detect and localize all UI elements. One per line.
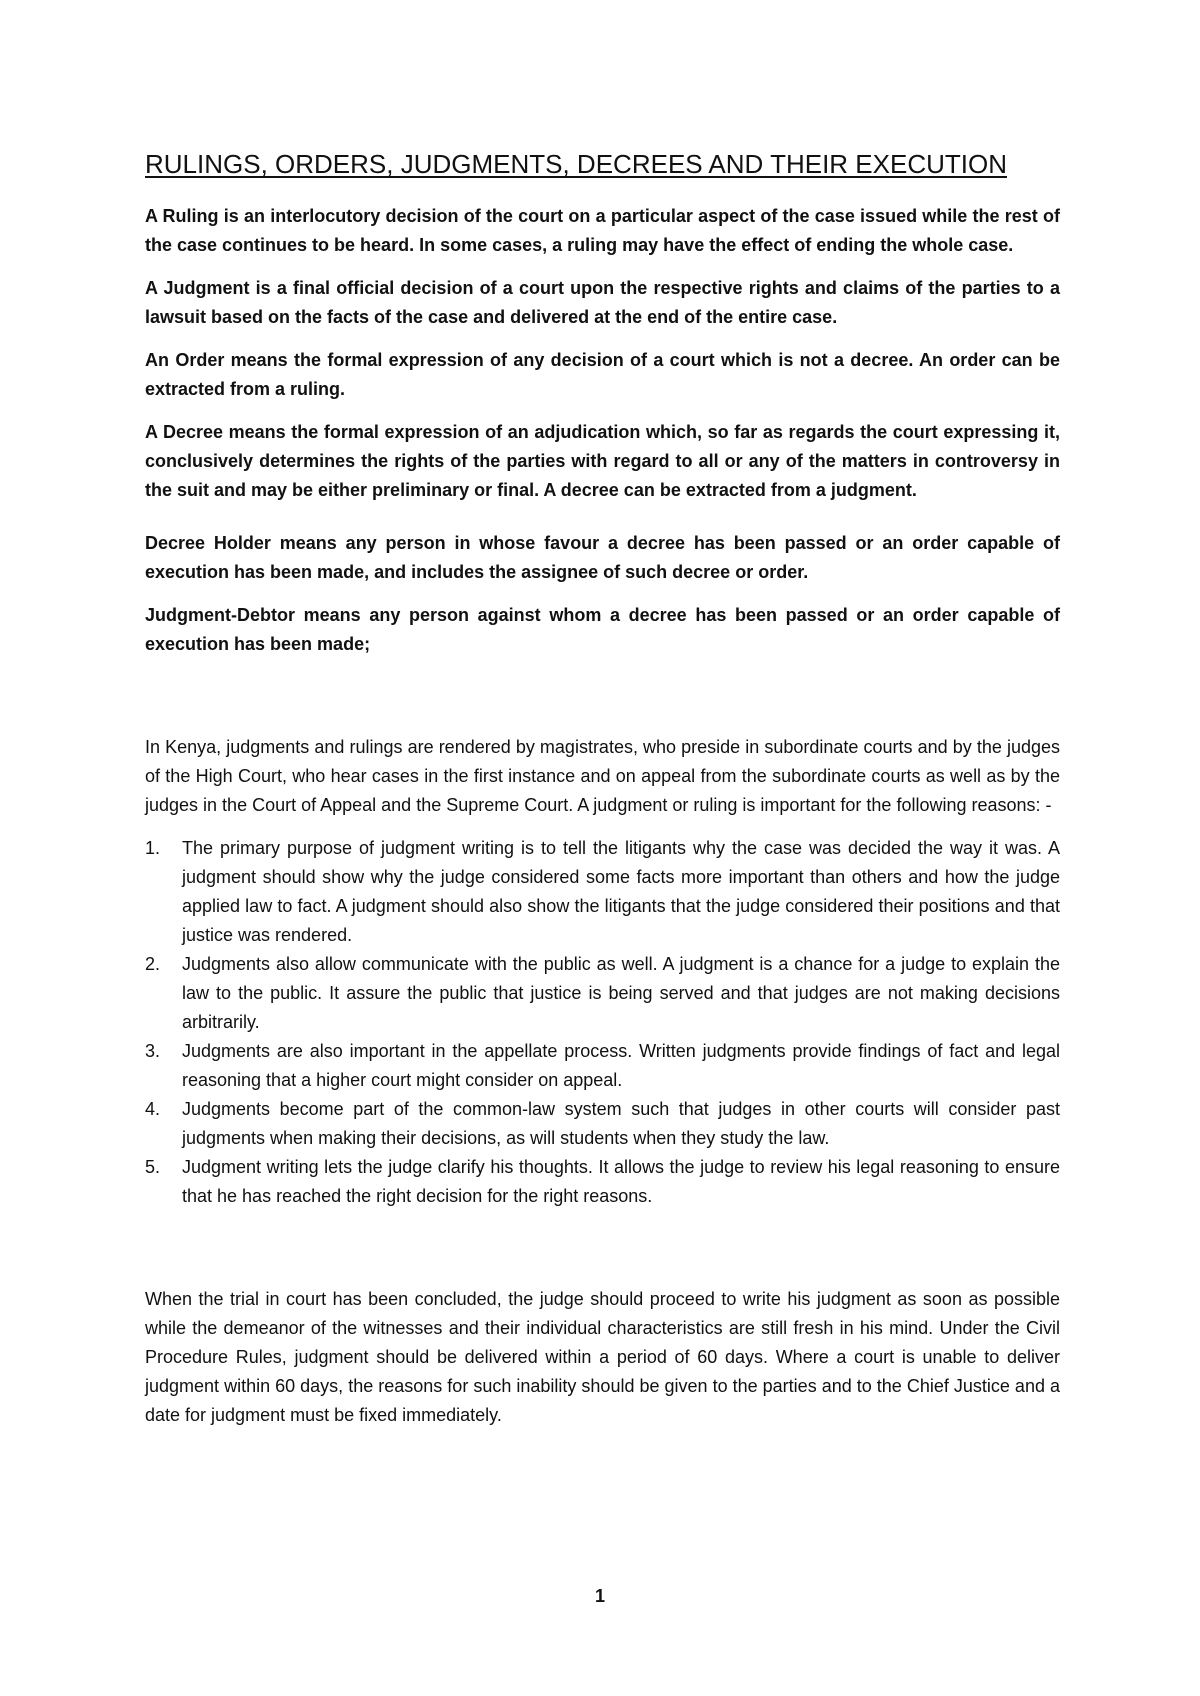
list-item [145,1095,1060,1153]
list-item [145,834,1060,950]
page-content [145,148,1060,1444]
list-item-text: Judgments become part of the common-law system such that judges in other courts will consider past judgments when making their decisions, as will students when they study the law. [182,1099,1060,1148]
reasons-list [145,834,1060,1211]
definition-decree: A Decree means the formal expression of an adjudication which, so far as regards the court expressing it, conclusively determines the rights of the parties with regard to all or any of the matters in controversy in the suit and may be either preliminary or final. A decree can be extracted from a judgment. [145,422,1060,500]
list-item-number: 4. [145,1099,161,1119]
page-number: 1 [594,1586,605,1606]
list-item-text: Judgment writing lets the judge clarify his thoughts. It allows the judge to review his legal reasoning to ensure that he has reached the right decision for the right reasons. [182,1157,1060,1206]
definition-judgment-debtor: Judgment-Debtor means any person against whom a decree has been passed or an order capable of execution has been made; [145,605,1060,654]
list-item-number: 2. [145,954,161,974]
list-item-text: The primary purpose of judgment writing is to tell the litigants why the case was decided the way it was. A judgment should show why the judge considered some facts more important than others and how the judge applied law to fact. A judgment should also show the litigants that the judge considered their positions and that justice was rendered. [182,838,1060,945]
list-item-text: Judgments also allow communicate with the public as well. A judgment is a chance for a judge to explain the law to the public. It assure the public that justice is being served and that judges are not making decisions arbitrarily. [182,954,1060,1032]
definition-ruling: A Ruling is an interlocutory decision of the court on a particular aspect of the case issued while the rest of the case continues to be heard. In some cases, a ruling may have the effect of ending the whole case. [145,206,1060,255]
list-item [145,1037,1060,1095]
list-item [145,950,1060,1037]
definition-judgment: A Judgment is a final official decision of a court upon the respective rights and claims of the parties to a lawsuit based on the facts of the case and delivered at the end of the entire case. [145,278,1060,327]
closing-paragraph: When the trial in court has been concluded, the judge should proceed to write his judgment as soon as possible while the demeanor of the witnesses and their individual characteristics are still fresh in his mind. Under the Civil Procedure Rules, judgment should be delivered within a period of 60 days. Where a court is unable to deliver judgment within 60 days, the reasons for such inability should be given to the parties and to the Chief Justice and a date for judgment must be fixed immediately. [145,1289,1060,1425]
intro-paragraph: In Kenya, judgments and rulings are rendered by magistrates, who preside in subordinate courts and by the judges of the High Court, who hear cases in the first instance and on appeal from the subordinate courts as well as by the judges in the Court of Appeal and the Supreme Court. A judgment or ruling is important for the following reasons: - [145,737,1060,815]
list-item-number: 5. [145,1157,161,1177]
definition-decree-holder: Decree Holder means any person in whose favour a decree has been passed or an order capable of execution has been made, and includes the assignee of such decree or order. [145,533,1060,582]
definition-order: An Order means the formal expression of any decision of a court which is not a decree. An order can be extracted from a ruling. [145,350,1060,399]
list-item [145,1153,1060,1211]
list-item-number: 3. [145,1041,161,1061]
list-item-number: 1. [145,838,161,858]
document-title: RULINGS, ORDERS, JUDGMENTS, DECREES AND THEIR EXECUTION [145,149,1007,179]
list-item-text: Judgments are also important in the appellate process. Written judgments provide findings of fact and legal reasoning that a higher court might consider on appeal. [182,1041,1060,1090]
